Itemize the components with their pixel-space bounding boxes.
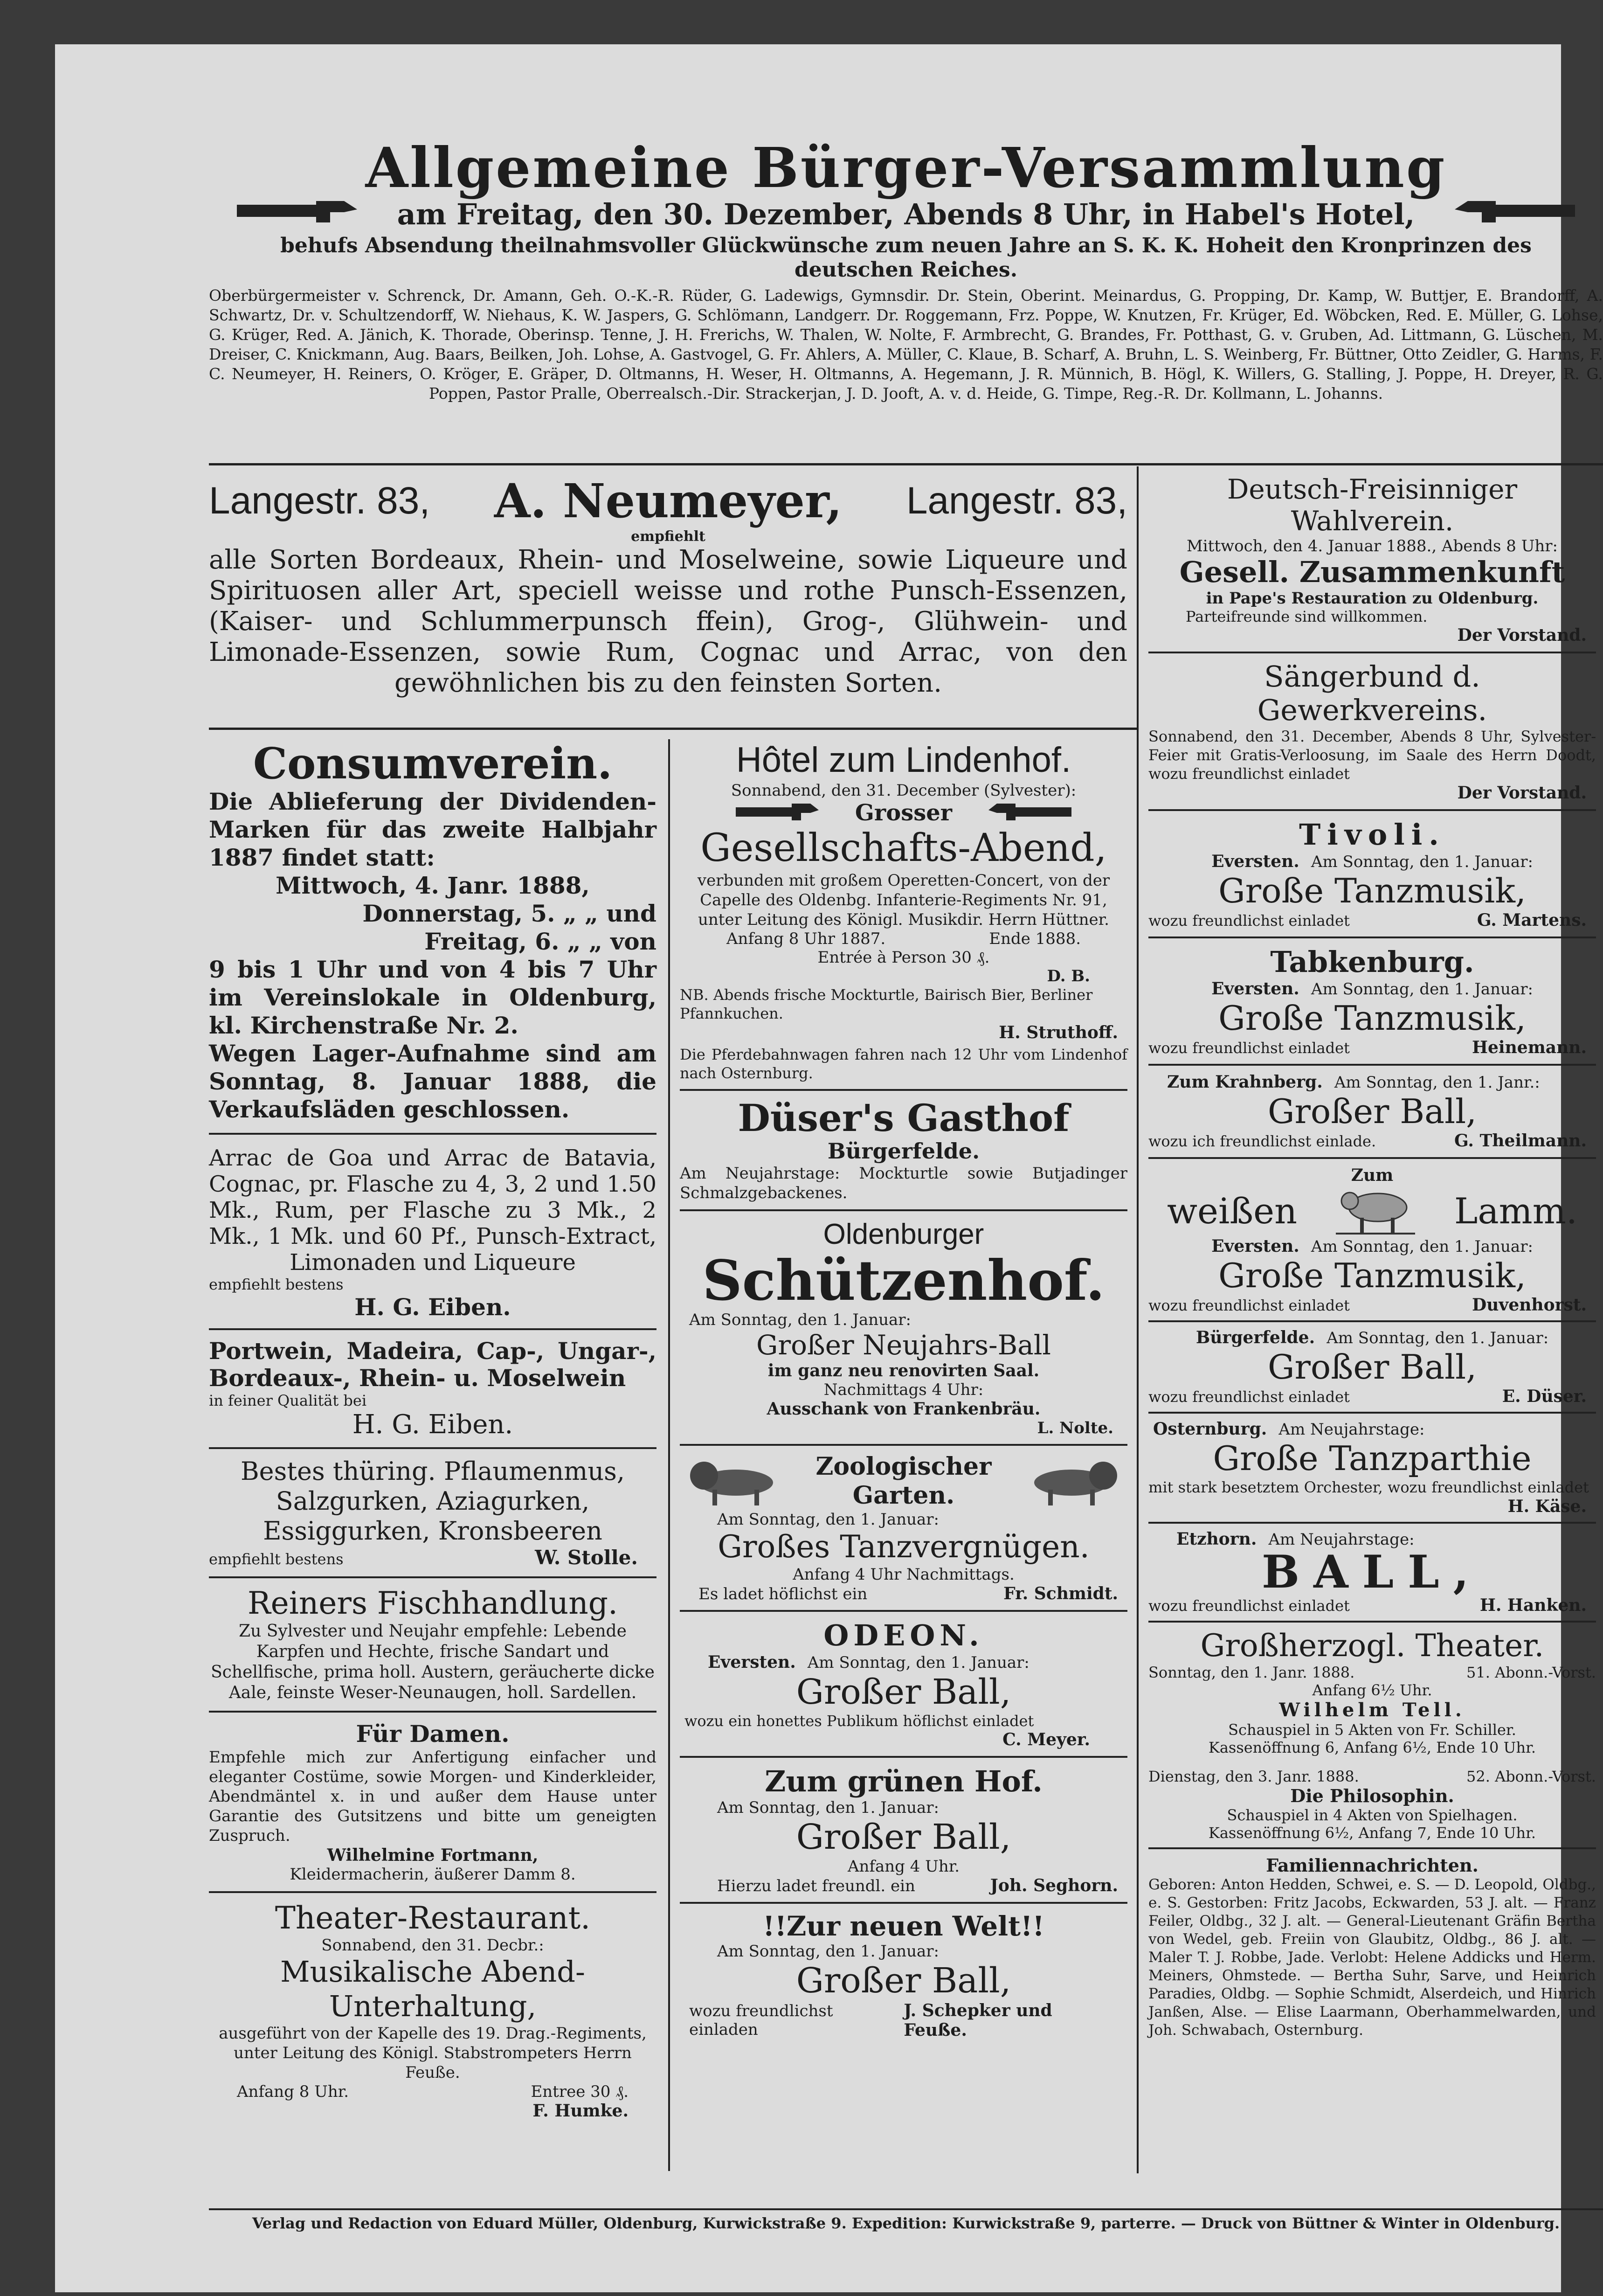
bf-big: Großer Ball, [1267,1347,1477,1387]
pointing-hand-icon [1454,198,1575,226]
gruen-invite: Hierzu ladet freundl. ein [717,1877,915,1895]
krahn-date: Am Sonntag, den 1. Janr.: [1334,1073,1540,1092]
linden-grosser-row [680,800,1127,826]
welt-date: Am Sonntag, den 1. Januar: [717,1942,939,1961]
gruen-title: Zum grünen Hof. [765,1764,1043,1798]
schuetz-saal: im ganz neu renovirten Saal. [767,1361,1040,1380]
zoo-date: Am Sonntag, den 1. Januar: [717,1510,939,1529]
welt-sig: J. Schepker und Feuße. [904,2001,1052,2040]
divider [209,2208,1603,2210]
divider [209,728,1137,730]
neumeyer-text: alle Sorten Bordeaux, Rhein- und Moselweine, sowie Liqueure und Spirituosen aller Art, speciell weisse und rothe Punsch-Essenzen, (Kaiser- und Schlummerpunsch ffein), Grog-, Glühwein- und Limonade-Essenzen, sowie Rum, Cognac und Arrac, von den gewöhnlichen bis zu den feinsten Sorten. [209,545,1127,698]
linden-tram: Die Pferdebahnwagen fahren nach 12 Uhr vom Lindenhof nach Osternburg. [680,1046,1127,1082]
odeon-place: Eversten. [708,1652,796,1672]
divider [680,1209,1127,1211]
tabk-date: Am Sonntag, den 1. Januar: [1311,980,1533,999]
neumeyer-addr: Langestr. 83, [209,479,430,522]
divider [1148,1320,1596,1322]
column-divider [1137,466,1139,2173]
zoo-title2: Garten. [852,1481,955,1510]
reiners-title: Reiners Fischhandlung. [247,1585,618,1621]
linden-nb: NB. Abends frische Mockturtle, Bairisch Bier, Berliner Pfannkuchen. [680,986,1093,1022]
schuetz-sig: L. Nolte. [1037,1419,1113,1437]
port-sig: H. G. Eiben. [352,1409,513,1440]
tivoli-big: Große Tanzmusik, [1218,871,1526,910]
pointing-hand-icon [736,802,820,822]
zoo-sig: Fr. Schmidt. [1003,1584,1118,1603]
consum-text3: Wegen Lager-Aufnahme sind am Sonntag, 8. Januar 1888, die Verkaufsläden geschlossen. [209,1040,656,1123]
consum-d3: Freitag, 6. „ „ von [424,928,656,955]
th1-play: Wilhelm Tell. [1279,1699,1465,1721]
ost-big: Große Tanzparthie [1213,1439,1532,1478]
mus-emp: empfiehlt bestens [209,1550,344,1568]
divider [1148,936,1596,938]
divider [209,1328,656,1330]
tivoli-place: Eversten. [1211,852,1299,871]
theater-title: Großherzogl. Theater. [1200,1628,1544,1664]
damen-sig1: Wilhelmine Fortmann, [327,1845,539,1865]
tivoli-invite: wozu freundlichst einladet [1148,912,1350,929]
fam-title: Familiennachrichten. [1266,1855,1479,1876]
divider [680,1444,1127,1446]
zoo-start: Anfang 4 Uhr Nachmittags. [793,1565,1015,1584]
theater-date: Sonnabend, den 31. Decbr.: [321,1936,544,1955]
linden-big: Gesellschafts-Abend, [700,826,1107,870]
theater-title: Theater-Restaurant. [275,1900,591,1936]
divider [209,1133,656,1135]
zoo-big: Großes Tanzvergnügen. [718,1529,1090,1565]
consum-text2: 9 bis 1 Uhr und von 4 bis 7 Uhr im Vereinslokale in Oldenburg, kl. Kirchenstraße Nr. 2. [209,956,656,1039]
verein-title: Deutsch-Freisinniger Wahlverein. [1227,473,1518,537]
fam-text: Geboren: Anton Hedden, Schwei, e. S. — D. Leopold, Oldbg., e. S. Gestorben: Fritz Jacobs, Eckwarden, 53 J. alt. — Franz Feiler, Oldbg., 32 J. alt. — General-Lieutenant Gräfin Bertha von Wedel, geb. Freiin von Glaubitz, Oldbg., 86 J. alt. — Maler T. J. Robbe, Jade. Verlobt: Helene Addicks und Herm. Meiners, Ohmstede. — Bertha Suhr, Sarve, und Heinrich Paradies, Oldbg. — Sophie Schmidt, Alserdeich, und Hinrich Janßen, Alse. — Elise Laarmann, Oberhammelwarden, und Joh. Schwabach, Osternburg. [1148,1876,1596,2039]
consum-text: Die Ablieferung der Dividenden-Marken für das zweite Halbjahr 1887 findet statt: [209,788,656,871]
divider [680,1610,1127,1612]
verein-big: Gesell. Zusammenkunft [1179,555,1565,589]
divider [680,1902,1127,1904]
arrac-text: Arrac de Goa und Arrac de Batavia, Cognac, pr. Flasche zu 4, 3, 2 und 1.50 Mk., Rum, per Flasche zu 3 Mk., 2 Mk., 1 Mk. und 60 Pf., Punsch-Extract, Limonaden und Liqueure [209,1145,656,1276]
odeon-big: Großer Ball, [796,1672,1011,1712]
tabk-invite: wozu freundlichst einladet [1148,1039,1350,1057]
consum-d1: Mittwoch, 4. Janr. 1888, [276,872,590,899]
lion-icon [1030,1457,1123,1508]
gruen-big: Großer Ball, [796,1817,1011,1857]
divider [1148,1157,1596,1159]
divider [209,1891,656,1893]
verein-place: in Pape's Restauration zu Oldenburg. [1206,589,1539,608]
linden-entry: Entrée à Person 30 ₰. [817,948,990,967]
lamm-place: Eversten. [1211,1236,1299,1256]
consum-title: Consumverein. [253,738,613,789]
neumeyer-addr-right: Langestr. 83, [906,479,1127,522]
linden-date: Sonnabend, den 31. December (Sylvester): [731,781,1077,800]
column-1 [209,739,656,2121]
divider [1148,809,1596,811]
linden-start: Anfang 8 Uhr 1887. [726,929,886,948]
th2-times: Kassenöffnung 6½, Anfang 7, Ende 10 Uhr. [1208,1824,1536,1842]
divider [1148,652,1596,653]
ost-text: mit stark besetztem Orchester, wozu freundlichst einladet [1148,1478,1589,1496]
pointing-hand-icon [237,198,358,226]
footer-imprint: Verlag und Redaction von Eduard Müller, Oldenburg, Kurwickstraße 9. Expedition: Kurwickstraße 9, parterre. — Druck von Büttner & Winter in Oldenburg. [252,2214,1560,2232]
divider [209,463,1603,465]
tabk-title: Tabkenburg. [1270,945,1474,979]
gruen-date: Am Sonntag, den 1. Januar: [717,1798,939,1817]
tabk-big: Große Tanzmusik, [1218,999,1526,1038]
bf-place: Bürgerfelde. [1195,1328,1315,1347]
divider [1148,1621,1596,1623]
saenger-sig: Der Vorstand. [1457,783,1587,803]
divider [680,1089,1127,1091]
gruen-start: Anfang 4 Uhr. [847,1857,960,1876]
th1-times: Kassenöffnung 6, Anfang 6½, Ende 10 Uhr. [1208,1739,1536,1756]
linden-title: Hôtel zum Lindenhof. [736,740,1071,780]
schuetz-time: Nachmittags 4 Uhr: [823,1380,984,1399]
th1-abonn: 51. Abonn.-Vorst. [1466,1664,1596,1681]
port-sub: in feiner Qualität bei [209,1392,367,1409]
arrac-sig: H. G. Eiben. [354,1293,511,1321]
schuetz-title: Schützenhof. [702,1248,1105,1313]
lamm-sig: Duvenhorst. [1472,1295,1587,1315]
bf-sig: E. Düser. [1502,1387,1587,1406]
krahn-big: Großer Ball, [1267,1092,1477,1131]
divider [1148,1412,1596,1414]
lamm-date: Am Sonntag, den 1. Januar: [1311,1237,1533,1256]
th1-desc: Schauspiel in 5 Akten von Fr. Schiller. [1228,1721,1516,1739]
linden-end: Ende 1888. [989,929,1081,948]
schuetz-date: Am Sonntag, den 1. Januar: [689,1311,911,1329]
schuetz-pre: Oldenburger [823,1218,984,1250]
dueser-title: Düser's Gasthof [738,1096,1070,1140]
lion-icon [684,1457,778,1508]
odeon-text: wozu ein honettes Publikum höflichst einladet [684,1712,1034,1730]
theater-entry: Entree 30 ₰. [531,2082,629,2101]
linden-sig: H. Struthoff. [999,1023,1118,1042]
welt-big: Großer Ball, [796,1961,1011,2001]
etz-place: Etzhorn. [1176,1529,1257,1549]
neumeyer-empfiehlt: empfiehlt [631,528,705,545]
etz-big: BALL, [1261,1546,1483,1598]
krahn-sig: G. Theilmann. [1454,1131,1587,1151]
tivoli-date: Am Sonntag, den 1. Januar: [1311,853,1533,871]
divider [209,1576,656,1578]
tivoli-sig: G. Martens. [1477,910,1587,930]
divider [1148,1064,1596,1066]
lamm-title-b: Lamm. [1454,1190,1577,1232]
tivoli-title: Tivoli. [1299,818,1445,852]
saenger-text: Sonnabend, den 31. December, Abends 8 Uhr, Sylvester-Feier mit Gratis-Verloosung, im Saale des Herrn Doodt, wozu freundlichst einladet [1148,728,1596,783]
tabk-place: Eversten. [1211,979,1299,999]
zoo-header [680,1452,1127,1510]
th1-date: Sonntag, den 1. Janr. 1888. [1148,1664,1355,1681]
etz-date: Am Neujahrstage: [1268,1530,1415,1549]
header-purpose: behufs Absendung theilnahmsvoller Glückwünsche zum neuen Jahre an S. K. K. Hoheit den Kronprinzen des deutschen Reiches. [280,234,1532,282]
theater-start: Anfang 8 Uhr. [237,2082,349,2101]
odeon-title: ODEON. [823,1618,984,1652]
krahn-place: Zum Krahnberg. [1167,1072,1323,1092]
krahn-invite: wozu ich freundlichst einlade. [1148,1132,1376,1150]
divider [1148,1522,1596,1524]
welt-invite: wozu freundlichst einladen [689,2002,833,2039]
verein-sig: Der Vorstand. [1457,625,1587,645]
ost-sig: H. Käse. [1507,1497,1587,1516]
theater-text: ausgeführt von der Kapelle des 19. Drag.-Regiments, unter Leitung des Königl. Stabstrompeters Herrn Feuße. [219,2024,647,2082]
ost-place: Osternburg. [1153,1419,1267,1439]
divider [209,1447,656,1449]
lamm-invite: wozu freundlichst einladet [1148,1297,1350,1314]
column-divider [668,739,670,2171]
mus-sig: W. Stolle. [535,1546,638,1569]
etz-invite: wozu freundlichst einladet [1148,1597,1350,1615]
column-2 [680,739,1127,2040]
column-3 [1148,473,1596,2039]
mus-text: Bestes thüring. Pflaumenmus, Salzgurken, Aziagurken, Essiggurken, Kronsbeeren [240,1457,625,1546]
theater-big: Musikalische Abend-Unterhaltung, [280,1955,585,2023]
odeon-date: Am Sonntag, den 1. Januar: [807,1653,1030,1672]
divider [1148,1847,1596,1849]
divider [680,1756,1127,1758]
odeon-sig: C. Meyer. [1002,1730,1090,1749]
header-title: Allgemeine Bürger-Versammlung [365,135,1447,200]
header-date-row [209,198,1603,231]
divider [209,1711,656,1713]
header-block [209,135,1603,403]
port-text: Portwein, Madeira, Cap-, Ungar-, Bordeaux-, Rhein- u. Moselwein [209,1337,656,1392]
th1-start: Anfang 6½ Uhr. [1312,1681,1432,1699]
reiners-text: Zu Sylvester und Neujahr empfehle: Lebende Karpfen und Hechte, frische Sandart und Schellfische, prima holl. Austern, geräucherte dicke Aale, feinste Weser-Neunaugen, holl. Sardellen. [211,1622,655,1702]
zoo-invite: Es ladet höflichst ein [698,1585,868,1603]
lamm-big: Große Tanzmusik, [1218,1256,1526,1295]
dueser-text: Am Neujahrstage: Mockturtle sowie Butjadinger Schmalzgebackenes. [680,1164,1127,1202]
welt-title: !!Zur neuen Welt!! [763,1910,1044,1942]
arrac-emp: empfiehlt bestens [209,1276,344,1293]
lamm-zum: Zum [1351,1165,1394,1185]
th2-date: Dienstag, den 3. Janr. 1888. [1148,1768,1359,1785]
tabk-sig: Heinemann. [1472,1038,1587,1057]
damen-text: Empfehle mich zur Anfertigung einfacher und eleganter Costüme, sowie Morgen- und Kinderkleider, Abendmäntel x. in und außer dem Hause unter Garantie des Gutsitzens und bitte um geneigten Zuspruch. [209,1748,656,1845]
gruen-sig: Joh. Seghorn. [990,1876,1118,1895]
consum-d2: Donnerstag, 5. „ „ und [362,900,656,927]
bf-date: Am Sonntag, den 1. Januar: [1327,1329,1549,1347]
verein-welcome: Parteifreunde sind willkommen. [1186,608,1428,625]
header-date-line: am Freitag, den 30. Dezember, Abends 8 Uhr, in Habel's Hotel, [397,197,1415,231]
newspaper-sheet [209,135,1603,2246]
damen-sig2: Kleidermacherin, äußerer Damm 8. [290,1865,576,1884]
newspaper-page [55,44,1603,2292]
etz-sig: H. Hanken. [1479,1595,1587,1615]
linden-grosser: Grosser [855,800,953,826]
damen-title: Für Damen. [356,1720,510,1748]
header-names: Oberbürgermeister v. Schrenck, Dr. Amann, Geh. O.-K.-R. Rüder, G. Ladewigs, Gymnsdir. Dr. Stein, Oberint. Meinardus, G. Propping, Dr. Kamp, W. Buttjer, E. Brandorff, A. Schwartz, Dr. v. Schultzendorff, W. Niehaus, K. W. Jaspers, G. Schlömann, Landgerr. Dr. Roggemann, Frz. Poppe, W. Knutzen, Fr. Krüger, Ed. Wöbcken, Red. E. Müller, G. Lohse, G. Krüger, Red. A. Jänich, K. Thorade, Oberinsp. Tenne, J. H. Frerichs, W. Thalen, W. Nolte, F. Armbrecht, G. Brandes, Fr. Potthast, G. v. Gruben, Ad. Littmann, G. Lüschen, M. Dreiser, C. Knickmann, Aug. Baars, Beilken, Joh. Lohse, A. Gastvogel, G. Fr. Ahlers, A. Müller, C. Klaue, B. Scharf, A. Bruhn, L. S. Weinberg, Fr. Büttner, Otto Zeidler, G. Harms, F. C. Neumeyer, H. Reiners, O. Kröger, E. Gräper, D. Oltmanns, H. Weser, H. Oltmanns, A. Hegemann, J. R. Münnich, B. Högl, K. Willers, G. Stalling, J. Poppe, H. Dreyer, R. G. Poppen, Pastor Pralle, Oberrealsch.-Dir. Strackerjan, J. D. Jooft, A. v. d. Heide, G. Timpe, Reg.-R. Dr. Kollmann, L. Johanns. [209,286,1603,402]
lamm-title-a: weißen [1167,1190,1298,1232]
th2-desc: Schauspiel in 4 Akten von Spielhagen. [1227,1806,1518,1824]
linden-db: D. B. [1047,967,1090,985]
ost-date: Am Neujahrstage: [1278,1420,1425,1439]
verein-date: Mittwoch, den 4. Januar 1888., Abends 8 Uhr: [1186,537,1558,555]
zoo-title1: Zoologischer [815,1452,992,1481]
dueser-sub: Bürgerfelde. [827,1138,980,1164]
saenger-title: Sängerbund d. Gewerkvereins. [1257,659,1487,727]
schuetz-ball: Großer Neujahrs-Ball [756,1329,1051,1361]
lamb-icon [1336,1185,1415,1236]
th2-abonn: 52. Abonn.-Vorst. [1466,1768,1596,1785]
pointing-hand-icon [988,802,1071,822]
bf-invite: wozu freundlichst einladet [1148,1388,1350,1406]
th2-play: Die Philosophin. [1290,1785,1454,1806]
schuetz-bier: Ausschank von Frankenbräu. [767,1399,1041,1419]
linden-text: verbunden mit großem Operetten-Concert, von der Capelle des Oldenbg. Infanterie-Regiments Nr. 91, unter Leitung des Königl. Musikdir. Herrn Hüttner. [697,871,1110,929]
theater-sig: F. Humke. [532,2101,629,2121]
neumeyer-ad [209,473,1127,699]
neumeyer-name: A. Neumeyer, [494,473,843,528]
